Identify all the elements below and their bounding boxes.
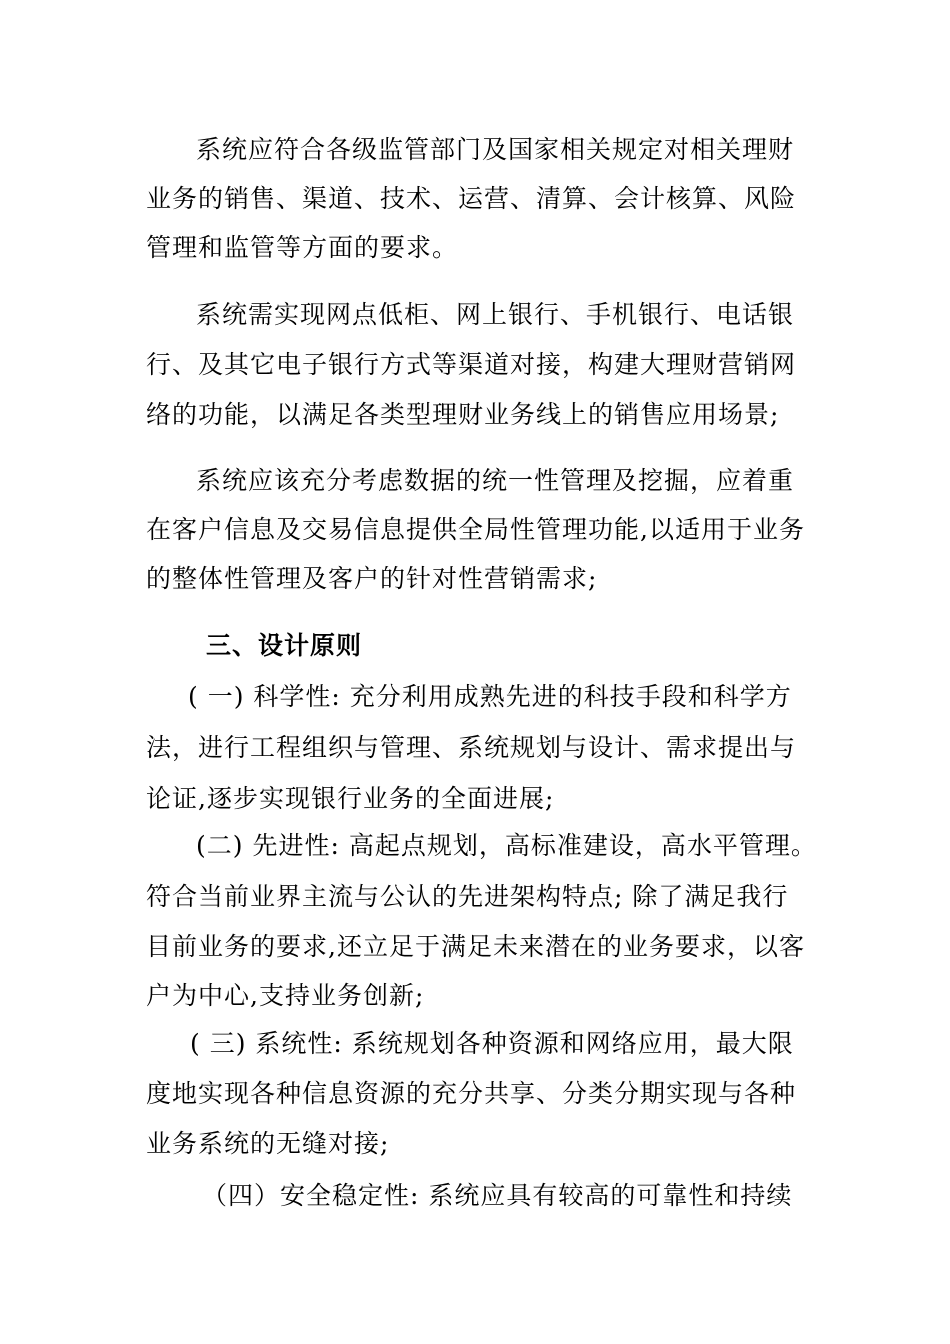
- paragraph-1-line-1: 系统应符合各级监管部门及国家相关规定对相关理财: [196, 135, 795, 164]
- paragraph-3-line-1: 系统应该充分考虑数据的统一性管理及挖掘，应着重: [196, 466, 795, 495]
- principle-2-line-2: 符合当前业界主流与公认的先进架构特点; 除了满足我行: [146, 882, 789, 911]
- principle-1-line-1: ( 一) 科学性: 充分利用成熟先进的科技手段和科学方: [188, 682, 792, 711]
- principle-1-line-2: 法，进行工程组织与管理、系统规划与设计、需求提出与: [146, 733, 797, 762]
- principle-2-line-4: 户为中心,支持业务创新;: [146, 981, 425, 1010]
- paragraph-1-line-2: 业务的销售、渠道、技术、运营、清算、会计核算、风险: [146, 184, 797, 213]
- paragraph-2-line-2: 行、及其它电子银行方式等渠道对接，构建大理财营销网: [146, 350, 797, 379]
- paragraph-2-line-1: 系统需实现网点低柜、网上银行、手机银行、电话银: [196, 300, 795, 329]
- paragraph-2-line-3: 络的功能，以满足各类型理财业务线上的销售应用场景;: [146, 400, 780, 429]
- principle-2-line-1: (二) 先进性: 高起点规划，高标准建设，高水平管理。: [196, 831, 817, 860]
- principle-1-line-3: 论证,逐步实现银行业务的全面进展;: [146, 784, 555, 813]
- principle-3-line-3: 业务系统的无缝对接;: [146, 1129, 390, 1158]
- principle-3-line-1: ( 三) 系统性: 系统规划各种资源和网络应用，最大限: [190, 1029, 794, 1058]
- principle-3-line-2: 度地实现各种信息资源的充分共享、分类分期实现与各种: [146, 1079, 797, 1108]
- principle-4-line-1: （四）安全稳定性: 系统应具有较高的可靠性和持续: [202, 1181, 793, 1210]
- paragraph-3-line-3: 的整体性管理及客户的针对性营销需求;: [146, 564, 598, 593]
- section-heading: 三、设计原则: [206, 631, 363, 660]
- paragraph-3-line-2: 在客户信息及交易信息提供全局性管理功能,以适用于业务: [146, 515, 805, 544]
- principle-2-line-3: 目前业务的要求,还立足于满足未来潜在的业务要求，以客: [146, 932, 805, 961]
- paragraph-1-line-3: 管理和监管等方面的要求。: [146, 233, 459, 262]
